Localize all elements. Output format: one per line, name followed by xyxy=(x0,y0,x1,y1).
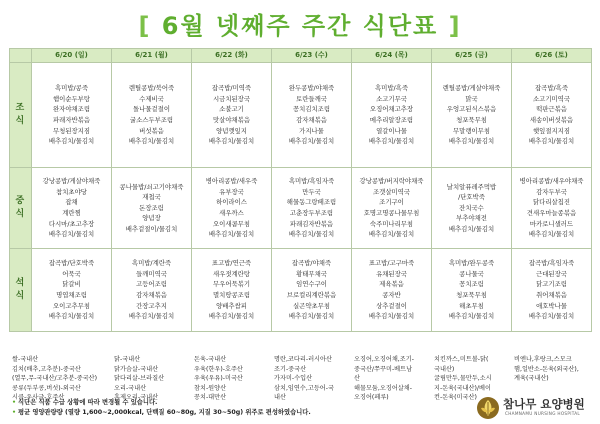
menu-item: 감자두부국 xyxy=(536,187,567,196)
origin-line: 조기-중국산 xyxy=(274,365,307,373)
menu-item: 청포묵무침 xyxy=(456,116,487,124)
menu-item: 닭다리살칩진 xyxy=(532,198,571,207)
origin-cell xyxy=(9,353,111,403)
menu-item: 근대된장국 xyxy=(536,269,567,278)
menu-item: 가지나물 xyxy=(299,126,324,135)
menu-item: 날치알퓨레주먹밥 xyxy=(446,182,497,191)
menu-item: 잡곡밥/흑임자죽 xyxy=(528,259,575,268)
menu-item: 실곤약초무침 xyxy=(292,301,331,310)
menu-item: 배추김치/물김치 xyxy=(208,312,255,321)
menu-item: 고등어조림 xyxy=(136,280,167,289)
origin-line: 오징어(페루) xyxy=(354,394,389,401)
menu-item: 양념장 xyxy=(142,214,161,223)
origin-line: 비엔나,후랑크,스모크 xyxy=(514,356,572,363)
origin-line: 햄,일반소-돈육(외국산), xyxy=(514,365,579,373)
menu-item: 어묵국 xyxy=(62,269,81,278)
menu-item: 간장고추지 xyxy=(136,301,167,310)
day-header: 6/23 (수) xyxy=(272,49,352,63)
menu-item: 열갈이나물 xyxy=(376,126,407,135)
menu-item: 소고기미역국 xyxy=(532,94,571,103)
menu-item: 하이라이스 xyxy=(216,198,247,207)
menu-item: 병아리콩밥/새우야채죽 xyxy=(519,177,584,186)
menu-cell xyxy=(112,63,192,168)
menu-item: 잡곡밥/흑죽 xyxy=(534,84,569,93)
menu-cell xyxy=(352,168,432,249)
menu-item: 소불고기 xyxy=(219,105,244,114)
note-line: • 식단은 식품 수급 상황에 따라 변경될 수 있습니다. xyxy=(12,399,158,406)
origin-line: 가자미-수입산 xyxy=(274,375,313,382)
origin-line: 컨-돈육(미국산) xyxy=(434,394,477,401)
origin-line: 우육(한우)-호주산 xyxy=(194,365,243,373)
menu-item: 배추겉절이/물김치 xyxy=(125,224,178,233)
menu-item: 감자채볶음 xyxy=(136,291,167,299)
menu-sheet xyxy=(9,48,591,332)
header-corner xyxy=(10,49,32,63)
origin-line: (열무,무-국내산/고추분-중국산) xyxy=(12,375,98,382)
menu-cell xyxy=(512,63,592,168)
menu-item: 배추김치/물김치 xyxy=(128,137,175,146)
origin-line: 오징어,오징어채,조기- xyxy=(354,356,414,363)
menu-item: 렌틸콩밥/게살야채죽 xyxy=(442,84,501,93)
menu-cell xyxy=(192,249,272,332)
menu-item: 햇잎절지지짐 xyxy=(532,126,571,135)
origin-line: 닭가슴살-국내산 xyxy=(114,365,159,373)
menu-item: 콩자반 xyxy=(382,291,401,299)
menu-item: 계란찜 xyxy=(62,209,81,217)
menu-item: 닭고기조림 xyxy=(536,280,567,289)
menu-item: 완자야채조림 xyxy=(52,105,91,114)
menu-item: 재첩국 xyxy=(142,193,161,202)
menu-cell xyxy=(32,249,112,332)
menu-cell xyxy=(192,168,272,249)
menu-item: 떡판근볶음 xyxy=(536,105,567,114)
menu-item: 참치초야당 xyxy=(56,187,87,196)
bullet-icon: • xyxy=(12,409,17,416)
menu-cell xyxy=(512,168,592,249)
hospital-logo xyxy=(476,395,594,421)
menu-item: 잡곡밥/야채죽 xyxy=(291,259,332,268)
menu-item: 흑미밥/완두콩죽 xyxy=(448,259,495,268)
origin-line: 쌀-국내산 xyxy=(12,356,39,363)
menu-item: 견새우마늘종볶음 xyxy=(526,209,577,217)
menu-item: 다시마/초고추장 xyxy=(48,219,95,228)
menu-item: 소고기무국 xyxy=(376,94,407,103)
day-header: 6/21 (월) xyxy=(112,49,192,63)
menu-item: 배추김치/물김치 xyxy=(368,137,415,146)
menu-item: 오징어채고추장 xyxy=(369,105,414,114)
origin-line: 우육(우유)-미국산 xyxy=(194,375,243,382)
origin-cell xyxy=(271,353,351,403)
menu-item: 마카로니샐러드 xyxy=(529,219,574,228)
menu-item: 양념깻잎지 xyxy=(216,126,247,135)
menu-item: 표고밥/연근죽 xyxy=(211,259,252,268)
menu-item: 멸치땅콩조림 xyxy=(212,291,251,299)
origin-line: 지-돈육(국내산)/베이 xyxy=(434,384,491,392)
page-title xyxy=(0,6,600,46)
menu-cell xyxy=(112,249,192,332)
menu-cell xyxy=(432,63,512,168)
menu-item: 파래자반볶음 xyxy=(52,116,91,124)
meal-label: 석식 xyxy=(10,249,32,332)
menu-item: 들깨미역국 xyxy=(136,269,167,278)
menu-cell xyxy=(272,249,352,332)
menu-item: 배추김치/물김치 xyxy=(368,230,415,239)
menu-item: 새우까스 xyxy=(219,209,244,217)
origin-line: 닭-국내산 xyxy=(114,356,141,363)
menu-item: 배추김치/물김치 xyxy=(368,312,415,321)
menu-item: 배추김치/물김치 xyxy=(448,312,495,321)
menu-item: 제육볶음 xyxy=(379,280,404,289)
menu-table xyxy=(9,48,592,332)
menu-item: 시금치된장국 xyxy=(212,94,251,103)
menu-item: 흑미밥/흑죽 xyxy=(374,84,409,93)
origin-line: 콩류(두부콩,버섯)-외국산 xyxy=(12,384,81,392)
menu-item: 배추김치/물김치 xyxy=(48,230,95,239)
origin-line: 돈육-국내산 xyxy=(194,356,227,363)
origin-line: 내산 xyxy=(274,394,286,401)
menu-item: 콩나물국 xyxy=(459,269,484,278)
hospital-name-en: CHAMNAMU NURSING HOSPITAL xyxy=(505,411,581,416)
menu-item: 꽁치조림 xyxy=(459,280,484,289)
origin-line: 삼치,임연수,고등어-국 xyxy=(274,384,334,392)
title-close-bracket: ] xyxy=(448,12,462,40)
menu-cell xyxy=(272,168,352,249)
origin-line: 시클-우사글-호주산 xyxy=(12,394,65,401)
menu-item: 명엽채조림 xyxy=(56,291,87,299)
origin-line: 국내산) xyxy=(434,365,455,373)
menu-item: /단호박죽 xyxy=(458,193,485,202)
origin-line: 중국산/쭈꾸미-베트남 xyxy=(354,365,413,373)
menu-item: 잡채 xyxy=(65,198,78,207)
menu-item: 청포묵무침 xyxy=(456,291,487,299)
origin-line: 계육(국내산) xyxy=(514,375,549,382)
menu-item: 상추겉절이 xyxy=(376,301,407,310)
menu-item: 배추김치/물김치 xyxy=(288,137,335,146)
menu-item: 브로컬리계란볶음 xyxy=(286,291,337,299)
origin-line: 오리-국내산 xyxy=(114,384,147,392)
menu-item: 배추김치/물김치 xyxy=(48,137,95,146)
menu-item: 무말랭이무침 xyxy=(452,126,491,135)
origin-line: 꽁치-대만산 xyxy=(194,394,227,401)
menu-item: 흑미밥/흑임자죽 xyxy=(288,177,335,186)
origin-line: 산 xyxy=(354,375,360,382)
menu-item: 배추김치/물김치 xyxy=(528,137,575,146)
menu-item: 배추김치/물김치 xyxy=(208,230,255,239)
title-open-bracket: [ xyxy=(138,12,152,40)
day-header-row xyxy=(10,49,592,63)
origin-line: 닭다리살-브라질산 xyxy=(114,375,165,382)
menu-item: 잡곡밥/미역죽 xyxy=(211,84,252,93)
day-header: 6/25 (금) xyxy=(432,49,512,63)
menu-item: 오이새콤무침 xyxy=(212,219,251,228)
menu-item: 우엉고된식스볶음 xyxy=(446,105,497,114)
menu-item: 새우젓계란탕 xyxy=(212,269,251,278)
menu-item: 해물동그랑떼조림 xyxy=(286,198,337,207)
menu-item: 버섯볶음 xyxy=(139,126,164,135)
origin-cell xyxy=(111,353,191,403)
menu-item: 잔치국수 xyxy=(459,203,484,212)
menu-cell xyxy=(352,63,432,168)
menu-item: 배추김치/물김치 xyxy=(448,137,495,146)
oak-leaf-icon xyxy=(476,396,500,420)
menu-item: 수제비국 xyxy=(139,94,164,103)
origin-line: 명란,코다리-러시아산 xyxy=(274,356,332,363)
menu-item: 돌나물겉절이 xyxy=(132,105,171,114)
menu-item: 만두국 xyxy=(302,187,321,196)
origin-cell xyxy=(191,353,271,403)
menu-item: 배추김치/물김치 xyxy=(208,137,255,146)
menu-item: 유채된장국 xyxy=(376,269,407,278)
day-header: 6/26 (토) xyxy=(512,49,592,63)
title-text: 6월 넷째주 주간 식단표 xyxy=(161,12,439,40)
menu-item: 잡곡밥/단호박죽 xyxy=(48,259,95,268)
note-line: • 평균 영양관량량 (열량 1,600~2,000kcal, 단백질 60~80g, 지질 30~50g) 위주로 편성하였습니다. xyxy=(12,409,311,416)
menu-item: 배추김치/물김치 xyxy=(448,224,495,233)
menu-item: 황태무채국 xyxy=(296,269,327,278)
menu-item: 애호박나물 xyxy=(536,301,567,310)
menu-item: 유부장국 xyxy=(219,187,244,196)
menu-item: 배추김치/물김치 xyxy=(288,230,335,239)
origin-line: 굴림만두,물만두,소시 xyxy=(434,375,492,382)
menu-item: 부추야채전 xyxy=(456,214,487,223)
menu-item: 강낭콩밥/버지락야채죽 xyxy=(359,177,424,186)
menu-cell xyxy=(352,249,432,332)
hospital-name: 참나무 요양병원 xyxy=(503,397,585,411)
menu-cell xyxy=(192,63,272,168)
origin-line: 참치-원양산 xyxy=(194,384,227,392)
menu-item: 양배추쌈피 xyxy=(216,301,247,310)
menu-item: 완두콩밥/야채죽 xyxy=(288,84,335,93)
origin-line: 치킨까스,미트볼-닭( xyxy=(434,356,489,363)
menu-item: 감자채볶음 xyxy=(296,116,327,124)
menu-item: 조기구이 xyxy=(379,198,404,207)
notes xyxy=(12,398,412,418)
menu-item: 숙주미나리무침 xyxy=(369,219,414,228)
menu-item: 콩나물밥/쇠고기야채죽 xyxy=(119,182,184,191)
menu-cell xyxy=(432,249,512,332)
day-header: 6/22 (화) xyxy=(192,49,272,63)
menu-cell xyxy=(272,63,352,168)
menu-item: 새송이버섯볶음 xyxy=(529,116,574,124)
menu-item: 맛살야채볶음 xyxy=(212,116,251,124)
menu-item: 고춘장두부조림 xyxy=(289,209,334,217)
origin-line: 김치(배추,고추분)-중국산 xyxy=(12,365,81,373)
menu-item: 꽁치김치조림 xyxy=(292,105,331,114)
menu-item: 메추리알장조림 xyxy=(369,116,414,124)
menu-item: 파래김자반볶음 xyxy=(289,219,334,228)
menu-item: 병아리콩밥/새우죽 xyxy=(205,177,258,186)
menu-item: 배추김치/물김치 xyxy=(48,312,95,321)
menu-cell xyxy=(432,168,512,249)
menu-item: 오이고추무침 xyxy=(52,301,91,310)
menu-item: 해초무침 xyxy=(459,301,484,310)
bullet-icon: • xyxy=(12,399,17,406)
origin-line: 해물모둠,오징어살채- xyxy=(354,384,412,392)
menu-cell xyxy=(112,168,192,249)
menu-cell xyxy=(32,168,112,249)
menu-item: 배추김치/물김치 xyxy=(528,230,575,239)
meal-row-lunch xyxy=(10,168,592,249)
meal-label: 중식 xyxy=(10,168,32,249)
menu-item: 배추김치/물김치 xyxy=(528,312,575,321)
menu-item: 렌틸콩밥/북어죽 xyxy=(128,84,175,93)
menu-cell xyxy=(32,63,112,168)
menu-item: 조갯살미역국 xyxy=(372,187,411,196)
menu-item: 흑미밥/콩죽 xyxy=(54,84,89,93)
menu-item: 굴소스두부조림 xyxy=(129,116,174,124)
meal-row-breakfast xyxy=(10,63,592,168)
menu-item: 무청된장지짐 xyxy=(52,126,91,135)
origin-line: 훈제오리-국내산 xyxy=(114,394,159,401)
menu-item: 표고밥/고구마죽 xyxy=(368,259,415,268)
menu-item: 무우어묵볶기 xyxy=(212,280,251,289)
menu-item: 맑국 xyxy=(465,94,478,103)
menu-item: 배추김치/물김치 xyxy=(288,312,335,321)
day-header: 6/24 (목) xyxy=(352,49,432,63)
menu-item: 햄이순두부탕 xyxy=(52,94,91,103)
menu-item: 배추김치/물김치 xyxy=(128,312,175,321)
meal-row-dinner xyxy=(10,249,592,332)
menu-item: 돈장조림 xyxy=(139,203,164,212)
meal-label: 조식 xyxy=(10,63,32,168)
menu-item: 토란들깨국 xyxy=(296,94,327,103)
menu-item: 임연수구이 xyxy=(296,280,327,289)
day-header: 6/20 (일) xyxy=(32,49,112,63)
menu-item: 호명고명콩나물무침 xyxy=(363,209,420,217)
menu-item: 취어채볶음 xyxy=(536,291,567,299)
menu-item: 강낭콩밥/게살야채죽 xyxy=(42,177,101,186)
menu-item: 흑미밥/계란죽 xyxy=(131,259,172,268)
origin-cell xyxy=(351,353,431,403)
menu-item: 닭갈비 xyxy=(62,280,81,289)
menu-cell xyxy=(512,249,592,332)
